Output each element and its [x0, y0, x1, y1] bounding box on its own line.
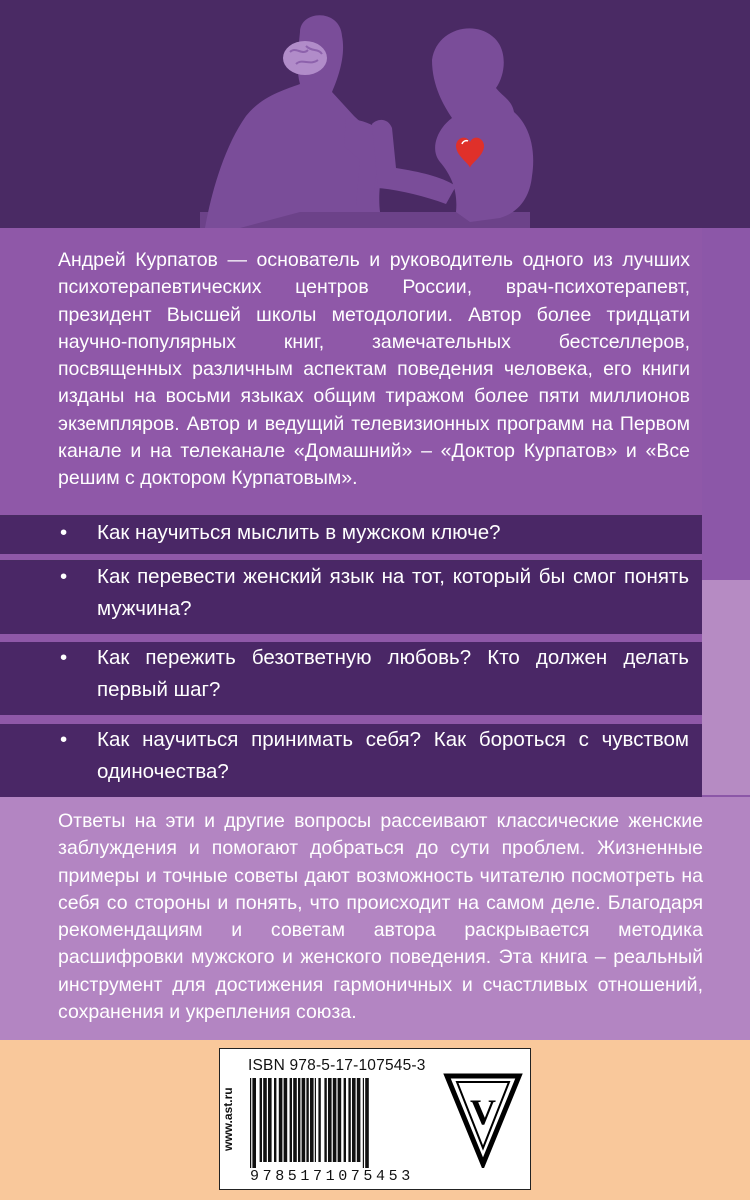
barcode-bar: [302, 1078, 306, 1162]
barcode-bar: [352, 1078, 356, 1162]
barcode-bar: [310, 1078, 314, 1162]
barcode-bar: [250, 1078, 251, 1168]
divider: [0, 634, 702, 642]
barcode-bar: [284, 1078, 288, 1162]
barcode-bar: [298, 1078, 300, 1162]
barcode-bars: [248, 1078, 438, 1168]
barcode-bar: [357, 1078, 361, 1162]
barcode-bar: [315, 1078, 316, 1162]
question-row: [0, 724, 702, 797]
question-row: [0, 561, 702, 634]
barcode-bar: [338, 1078, 342, 1162]
divider: [0, 554, 702, 560]
question-text: Как пережить безответную любовь? Кто должен делать первый шаг?: [97, 646, 689, 701]
isbn-label: ISBN 978-5-17-107545-3: [248, 1057, 426, 1074]
question-row: [0, 517, 702, 554]
barcode-bar: [333, 1078, 337, 1162]
divider: [0, 715, 702, 724]
age-rating-icon: [443, 1072, 523, 1168]
bullet: •: [60, 521, 68, 544]
age-mark-letter: V: [470, 1092, 496, 1132]
barcode-bar: [274, 1078, 276, 1162]
description-text: Ответы на эти и другие вопросы рассеивают классические женские заблуждения и помогают добраться до сути проблем. Жизненные примеры и точные советы дают возможность читателю посмотреть на себя со стороны и понять, что происходит на самом деле. Благодаря рекомендациям и советам автора раскрывается методика расшифровки мужского и женского поведения. Эта книга – реальный инструмент для достижения гармоничных и счастливых отношений, сохранения и укрепления союза.: [58, 810, 703, 1024]
question-row: [0, 642, 702, 715]
barcode-bar: [290, 1078, 292, 1162]
bullet: •: [60, 646, 68, 669]
barcode-bar: [363, 1078, 364, 1168]
publisher-site: www.ast.ru: [221, 1087, 235, 1151]
barcode-bar: [365, 1078, 369, 1168]
right-stripe-lower: [702, 580, 750, 795]
question-text: Как научиться мыслить в мужском ключе?: [97, 521, 501, 544]
author-bio: Андрей Курпатов — основатель и руководитель одного из лучших психотерапевтических центров России, врач-психотерапевт, президент Высшей школы методологии. Автор более тридцати научно-популярных книг, замечательных бестселлеров, посвященных различным аспектам поведения человека, его книги изданы на восьми языках общим тиражом более пяти миллионов экземпляров. Автор и ведущий телевизионных программ на Первом канале и на телеканале «Домашний» – «Доктор Курпатов» и «Все решим с доктором Курпатовым».: [58, 249, 690, 490]
barcode-bar: [268, 1078, 272, 1162]
bullet: •: [60, 565, 68, 588]
barcode-bar: [324, 1078, 326, 1162]
barcode-bar: [318, 1078, 320, 1162]
barcode-bar: [348, 1078, 350, 1162]
barcode-bar: [344, 1078, 346, 1162]
question-text: Как научиться принимать себя? Как бороться с чувством одиночества?: [97, 728, 689, 783]
barcode-digits: 9785171075453: [250, 1168, 414, 1185]
barcode-bar: [252, 1078, 256, 1168]
barcode-bar: [306, 1078, 308, 1162]
question-text: Как перевести женский язык на тот, который бы смог понять мужчина?: [97, 565, 689, 620]
couple-silhouette: [0, 0, 750, 228]
barcode-bar: [328, 1078, 332, 1162]
bullet: •: [60, 728, 68, 751]
barcode-bar: [279, 1078, 283, 1162]
barcode-bar: [293, 1078, 297, 1162]
barcode-bar: [260, 1078, 262, 1162]
cover-illustration: [0, 0, 750, 228]
barcode-bar: [263, 1078, 267, 1162]
brain-icon: [283, 41, 327, 75]
